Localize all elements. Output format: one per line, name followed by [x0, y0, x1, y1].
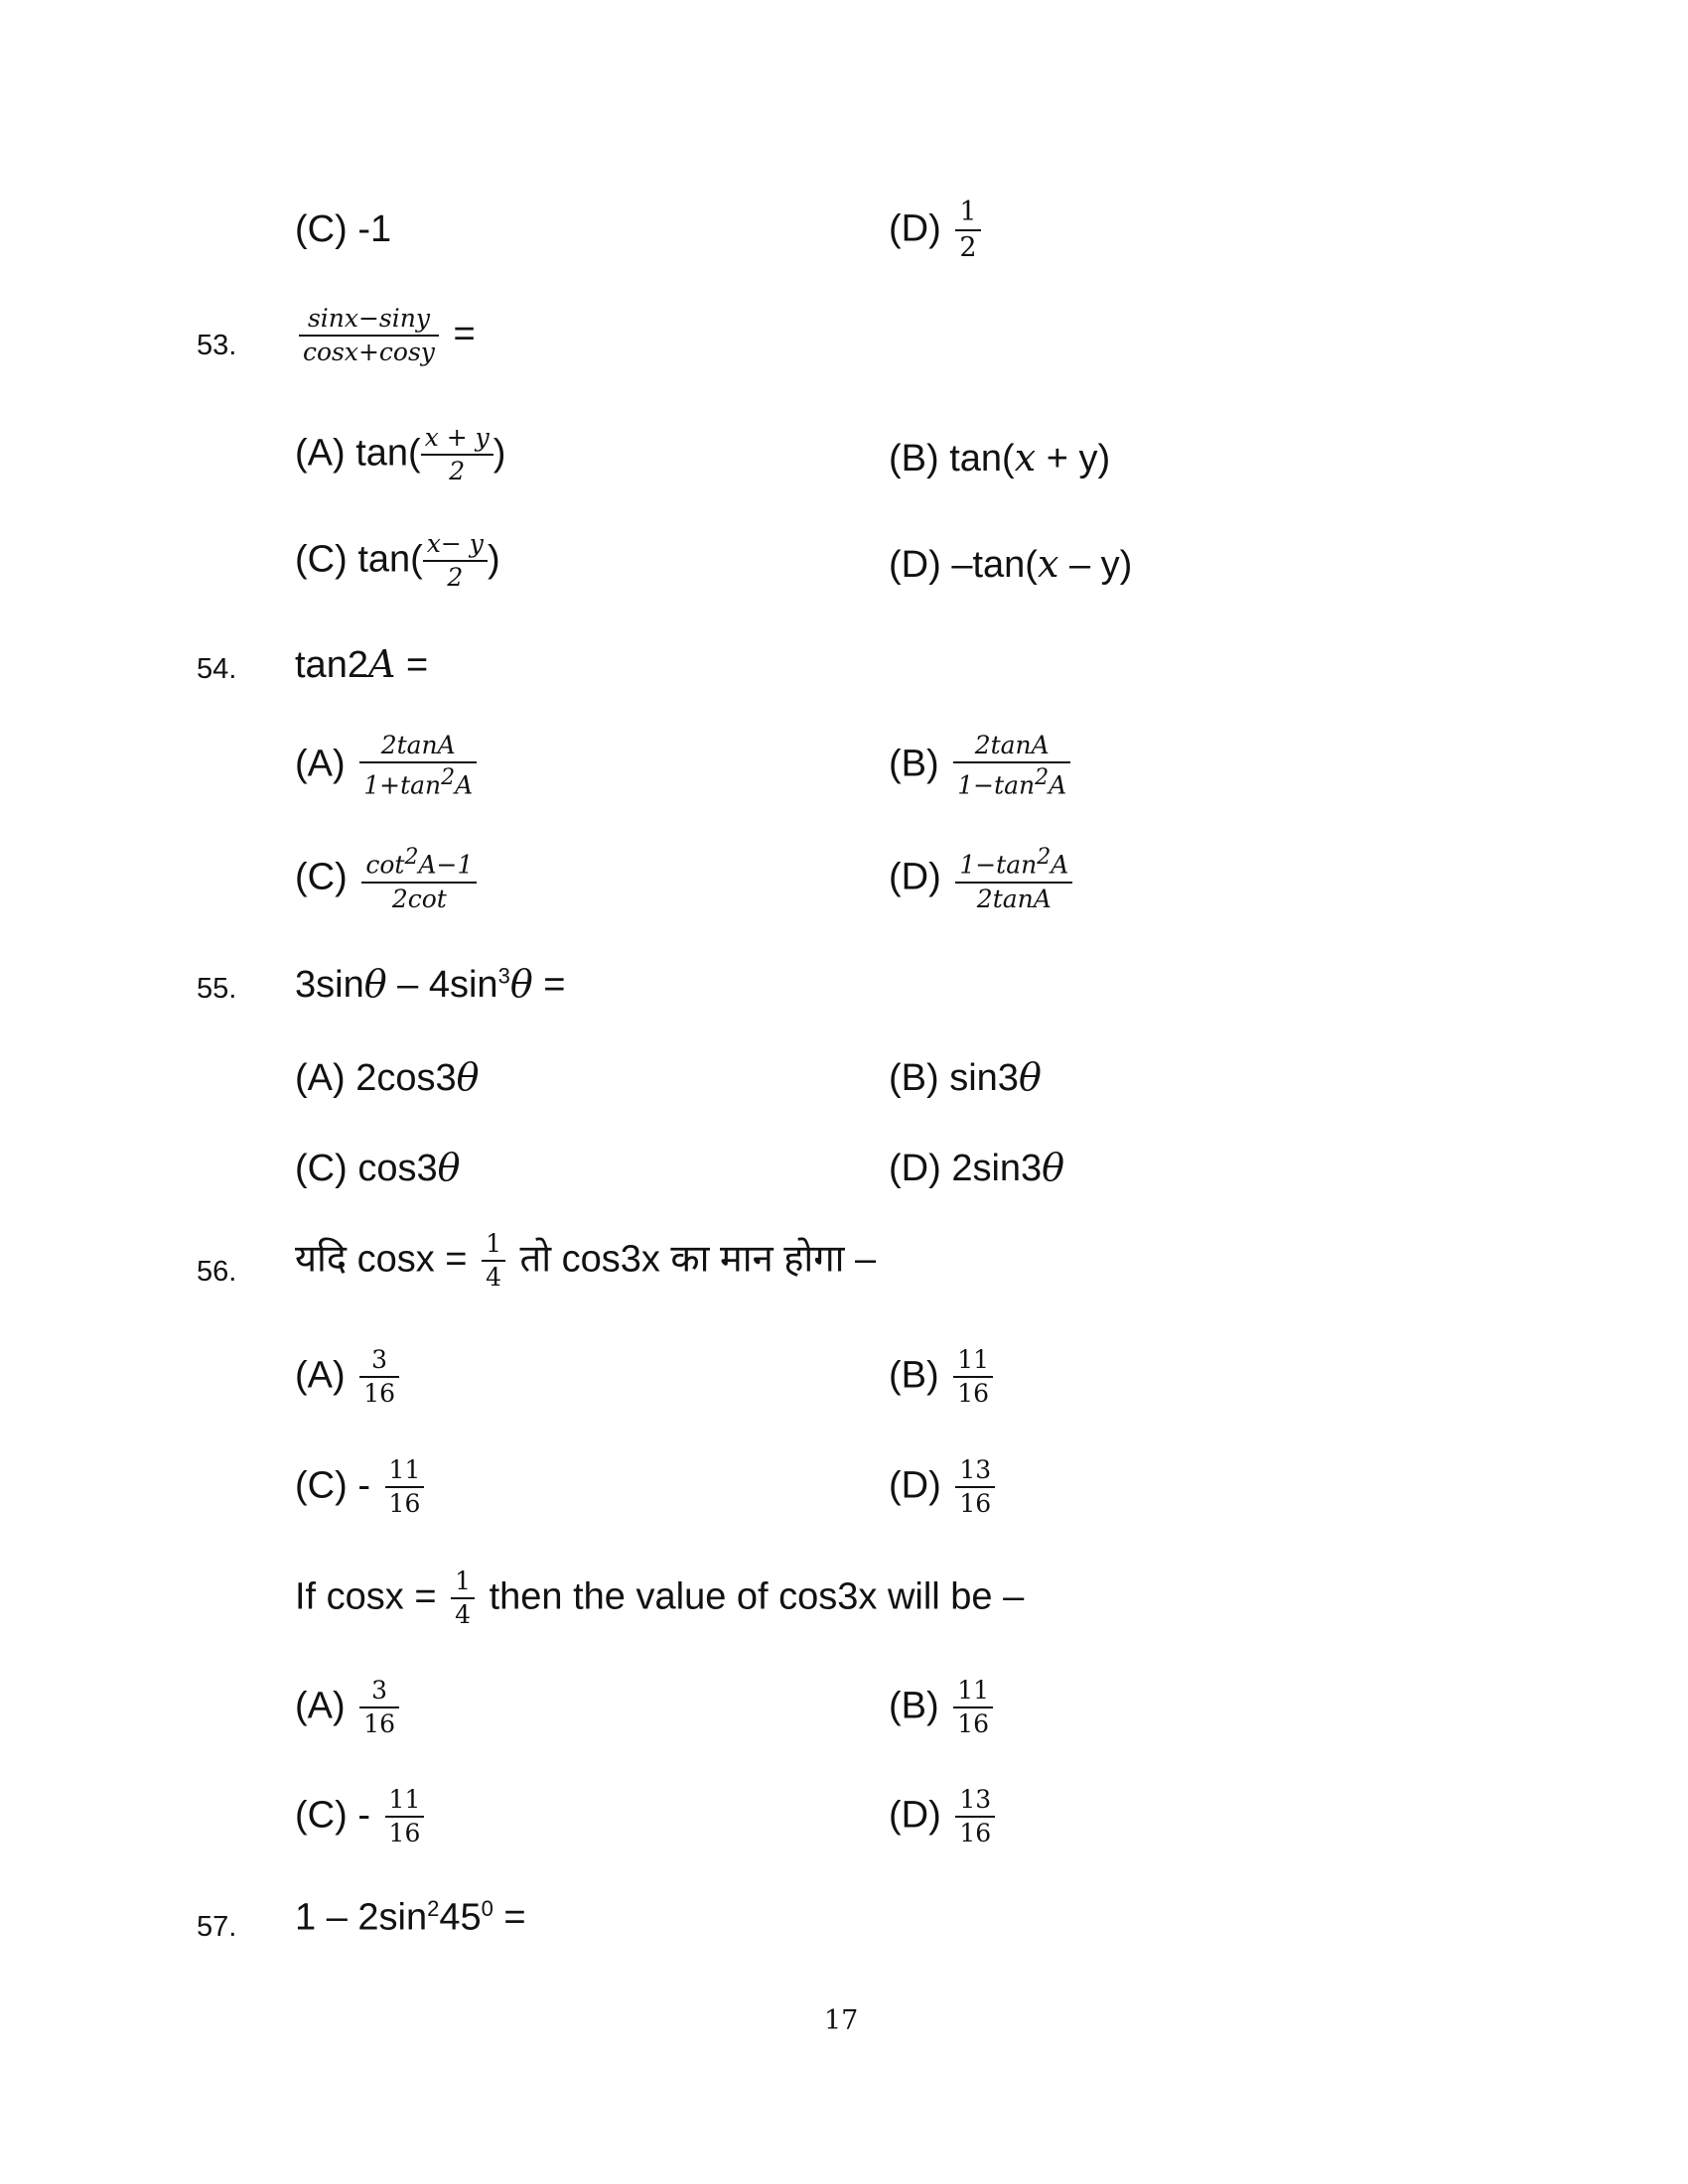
- question-number: 56.: [197, 1256, 237, 1288]
- q54-option-c: (C) $\frac{\cot^2A-1}{2\cot}$: [295, 846, 481, 912]
- q55-stem: $3\sin\theta - 4\sin^3\theta$ =: [295, 962, 566, 1006]
- question-number: 57.: [197, 1911, 237, 1943]
- q55-option-a: (A) 2cos3θ: [295, 1055, 480, 1099]
- q56-option-a: (A) $\frac{3}{16}$: [295, 1347, 403, 1408]
- q56-option-d: (D) $\frac{13}{16}$: [889, 1457, 999, 1518]
- q55-option-d: (D) 2sin3θ: [889, 1146, 1065, 1189]
- q56-option-c: (C) - $\frac{11}{16}$: [295, 1787, 428, 1847]
- q53-option-a: (A) tan( $\frac{x + y}{2}$ ): [295, 423, 506, 486]
- fraction: $\frac{11}{16}$: [385, 1457, 425, 1518]
- q56-stem-hindi: यदि cosx = $\frac{1}{4}$ तो cos3x का मान होगा –: [295, 1229, 877, 1293]
- fraction: $\frac{1}{4}$: [482, 1231, 505, 1292]
- q56-stem-english: If cosx = $\frac{1}{4}$ then the value of cos3x will be –: [295, 1567, 1025, 1630]
- fraction: $\frac{11}{16}$: [385, 1787, 425, 1847]
- q53-stem: $\frac{\sin x-\sin y}{\cos x+\cos y}$ =: [295, 306, 476, 366]
- q54-option-b: (B) $\frac{2\tan A}{1-\tan^2A}$: [889, 733, 1074, 799]
- q52-option-c: (C) -1: [295, 208, 392, 250]
- fraction: $\frac{1-\tan^2A}{2\tan A}$: [955, 846, 1072, 912]
- fraction: $\frac{x + y}{2}$: [421, 425, 493, 485]
- fraction: $\frac{3}{16}$: [359, 1678, 399, 1738]
- q55-option-c: (C) cos3θ: [295, 1146, 461, 1189]
- fraction: $\frac{2\tan A}{1+\tan^2A}$: [359, 733, 477, 799]
- fraction: $\frac{\cot^2A-1}{2\cot}$: [361, 846, 477, 912]
- question-number: 55.: [197, 973, 237, 1005]
- q54-stem: tan2A =: [295, 642, 429, 686]
- q54-option-a: (A) $\frac{2\tan A}{1+\tan^2A}$: [295, 733, 481, 799]
- page-number: 17: [824, 2005, 859, 2036]
- q56-option-a: (A) $\frac{3}{16}$: [295, 1678, 403, 1738]
- q54-option-d: (D) $\frac{1-\tan^2A}{2\tan A}$: [889, 846, 1076, 912]
- fraction: $\frac{11}{16}$: [953, 1347, 993, 1408]
- question-number: 53.: [197, 330, 237, 361]
- q56-option-b: (B) $\frac{11}{16}$: [889, 1678, 997, 1738]
- q53-option-d: (D) –tan(x – y): [889, 542, 1133, 586]
- q52-option-d: (D) $\frac{1}{2}$: [889, 199, 985, 263]
- q56-option-d: (D) $\frac{13}{16}$: [889, 1787, 999, 1847]
- q56-option-b: (B) $\frac{11}{16}$: [889, 1347, 997, 1408]
- question-number: 54.: [197, 653, 237, 685]
- q55-option-b: (B) sin3θ: [889, 1055, 1042, 1099]
- fraction: $\frac{11}{16}$: [953, 1678, 993, 1738]
- q57-stem: $1 - 2\sin^245^0$ =: [295, 1896, 526, 1939]
- fraction: $\frac{13}{16}$: [955, 1457, 995, 1518]
- fraction: $\frac{1}{2}$: [955, 199, 980, 263]
- q53-option-b: (B) tan(x + y): [889, 436, 1111, 479]
- fraction: $\frac{2\tan A}{1-\tan^2A}$: [953, 733, 1070, 799]
- q53-option-c: (C) tan( $\frac{x- y}{2}$ ): [295, 529, 500, 593]
- q56-option-c: (C) - $\frac{11}{16}$: [295, 1457, 428, 1518]
- fraction: $\frac{\sin x-\sin y}{\cos x+\cos y}$: [299, 306, 439, 366]
- fraction: $\frac{3}{16}$: [359, 1347, 399, 1408]
- fraction: $\frac{x- y}{2}$: [423, 531, 488, 592]
- fraction: $\frac{13}{16}$: [955, 1787, 995, 1847]
- fraction: $\frac{1}{4}$: [451, 1569, 475, 1629]
